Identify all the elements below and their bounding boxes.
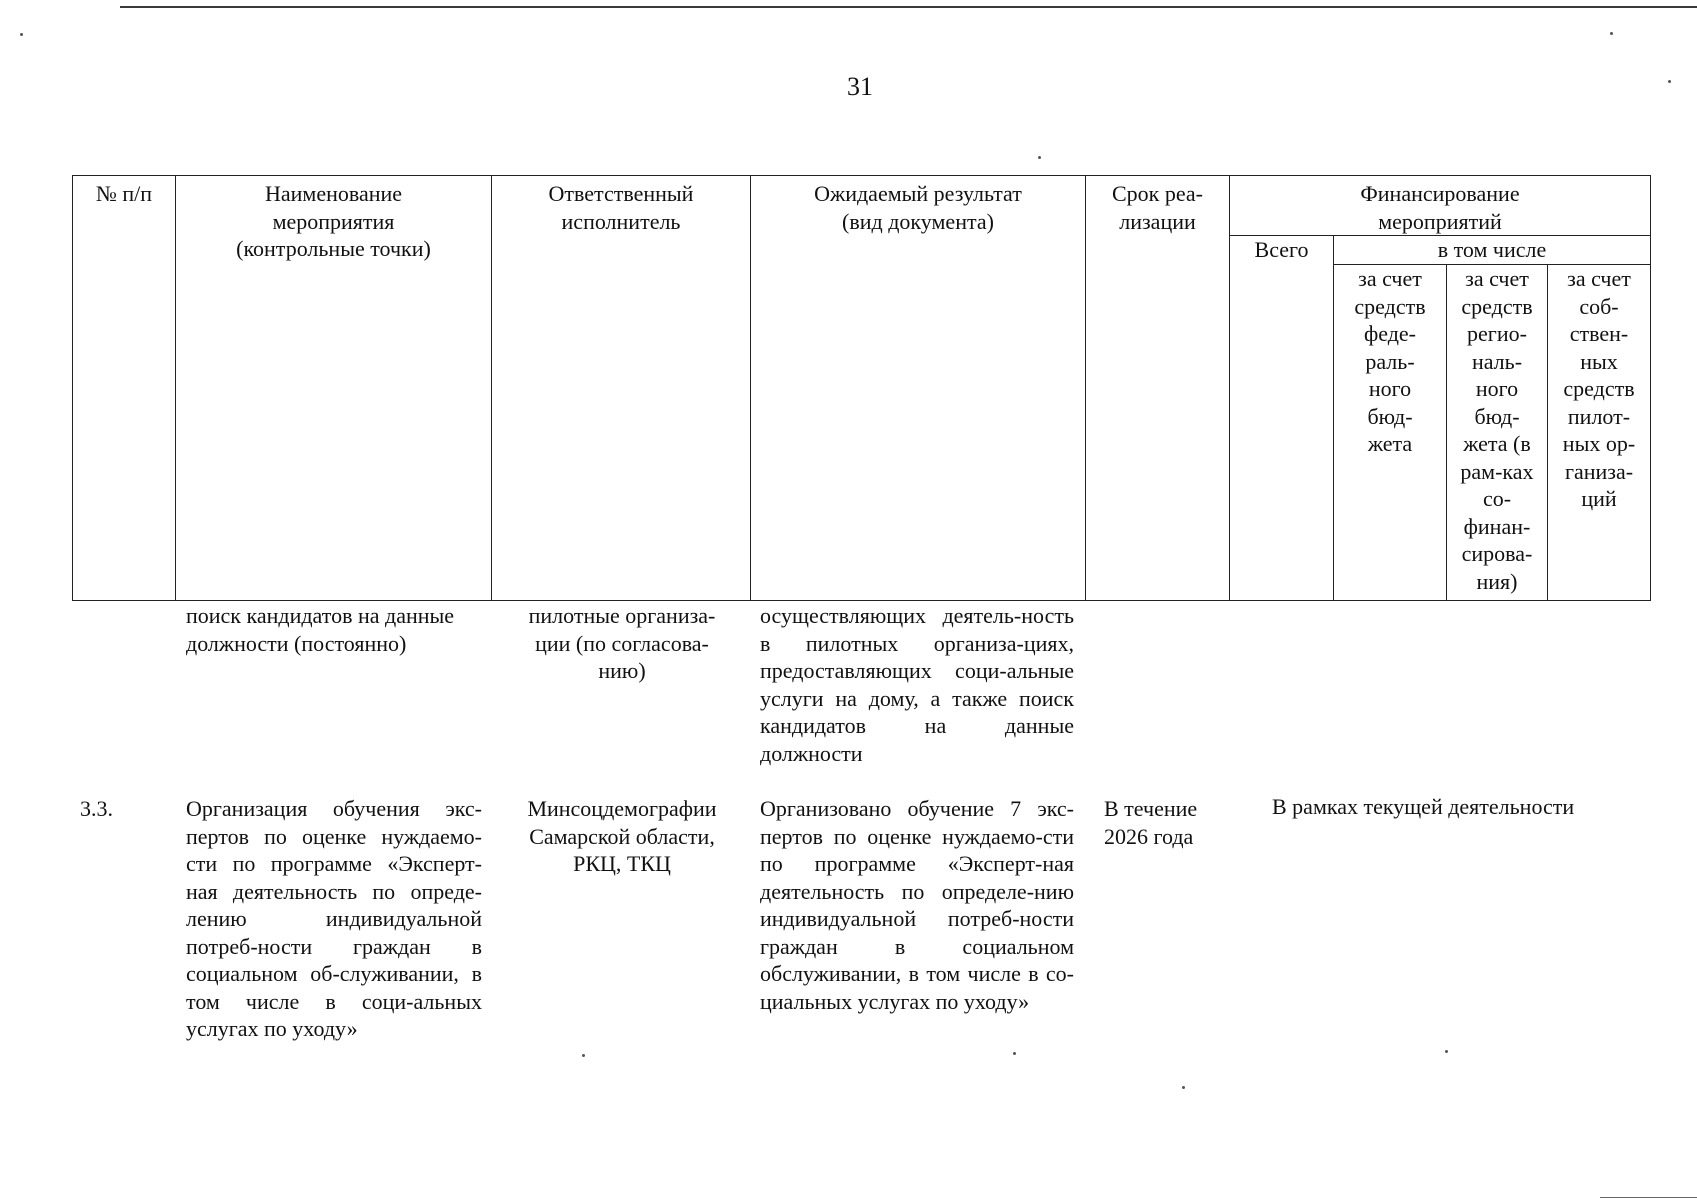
header-col-financing-text: Финансирование мероприятий bbox=[1360, 181, 1520, 234]
row-3-3-term: В течение 2026 года bbox=[1104, 796, 1198, 849]
scan-speck bbox=[1013, 1052, 1016, 1055]
header-col-result bbox=[751, 176, 1086, 601]
header-col-federal-text: за счет средств феде-раль-ного бюд-жета bbox=[1354, 266, 1426, 456]
top-rule bbox=[120, 6, 1697, 8]
header-col-name bbox=[176, 176, 492, 601]
row-3-3-result: Организовано обучение 7 экс-пертов по оценке нуждаемо-сти по программе «Эксперт-ная деятельность по определе-нию индивидуальной потреб-ности граждан в социальном обслуживании, в том числе в со-циальных услугах по уходу» bbox=[760, 796, 1074, 1014]
scan-speck bbox=[20, 33, 23, 36]
header-col-responsible bbox=[492, 176, 751, 601]
header-col-responsible-text: Ответственный исполнитель bbox=[548, 181, 694, 234]
scan-speck bbox=[582, 1054, 585, 1057]
header-col-result-text: Ожидаемый результат (вид документа) bbox=[814, 181, 1022, 234]
row-3-3-financing: В рамках текущей деятельности bbox=[1272, 794, 1575, 819]
header-col-federal bbox=[1334, 265, 1447, 601]
bottom-rule bbox=[1600, 1197, 1697, 1198]
header-col-regional-text: за счет средств регио-наль-ного бюд-жета (в рам-ках со-финан-сирова-ния) bbox=[1460, 266, 1534, 594]
header-col-number: № п/п bbox=[73, 176, 176, 601]
table-header bbox=[72, 175, 1651, 601]
scan-speck bbox=[1610, 32, 1613, 35]
header-col-total: Всего bbox=[1230, 236, 1334, 601]
scan-speck bbox=[1445, 1050, 1448, 1053]
header-col-including: в том числе bbox=[1334, 236, 1651, 265]
row-continued-name: поиск кандидатов на данные должности (постоянно) bbox=[186, 603, 455, 656]
header-col-term bbox=[1086, 176, 1230, 601]
header-col-financing bbox=[1230, 176, 1651, 236]
header-col-own-text: за счет соб-ствен-ных средств пилот-ных ор-ганиза-ций bbox=[1562, 266, 1636, 511]
page-number: 31 bbox=[847, 72, 873, 101]
row-3-3-name: Организация обучения экс-пертов по оценке нуждаемо-сти по программе «Эксперт-ная деятельность по опреде-лению индивидуальной потреб-ности граждан в социальном об-служивании, в том числе в соци-альных услугах по уходу» bbox=[186, 796, 482, 1041]
scan-speck bbox=[1038, 156, 1041, 159]
header-col-own bbox=[1548, 265, 1651, 601]
header-col-regional bbox=[1447, 265, 1548, 601]
row-continued-result: осуществляющих деятель-ность в пилотных организа-циях, предоставляющих соци-альные услуги на дому, а также поиск кандидатов на данные должности bbox=[760, 603, 1074, 766]
header-col-term-text: Срок реа-лизации bbox=[1112, 181, 1203, 234]
header-col-name-text: Наименование мероприятия (контрольные точки) bbox=[236, 181, 431, 261]
scan-speck bbox=[1182, 1086, 1185, 1089]
row-3-3-responsible: Минсоцдемографии Самарской области, РКЦ, ТКЦ bbox=[527, 796, 717, 876]
row-3-3-number: 3.3. bbox=[80, 796, 113, 821]
row-continued-responsible: пилотные организа-ции (по согласова-нию) bbox=[528, 603, 716, 683]
